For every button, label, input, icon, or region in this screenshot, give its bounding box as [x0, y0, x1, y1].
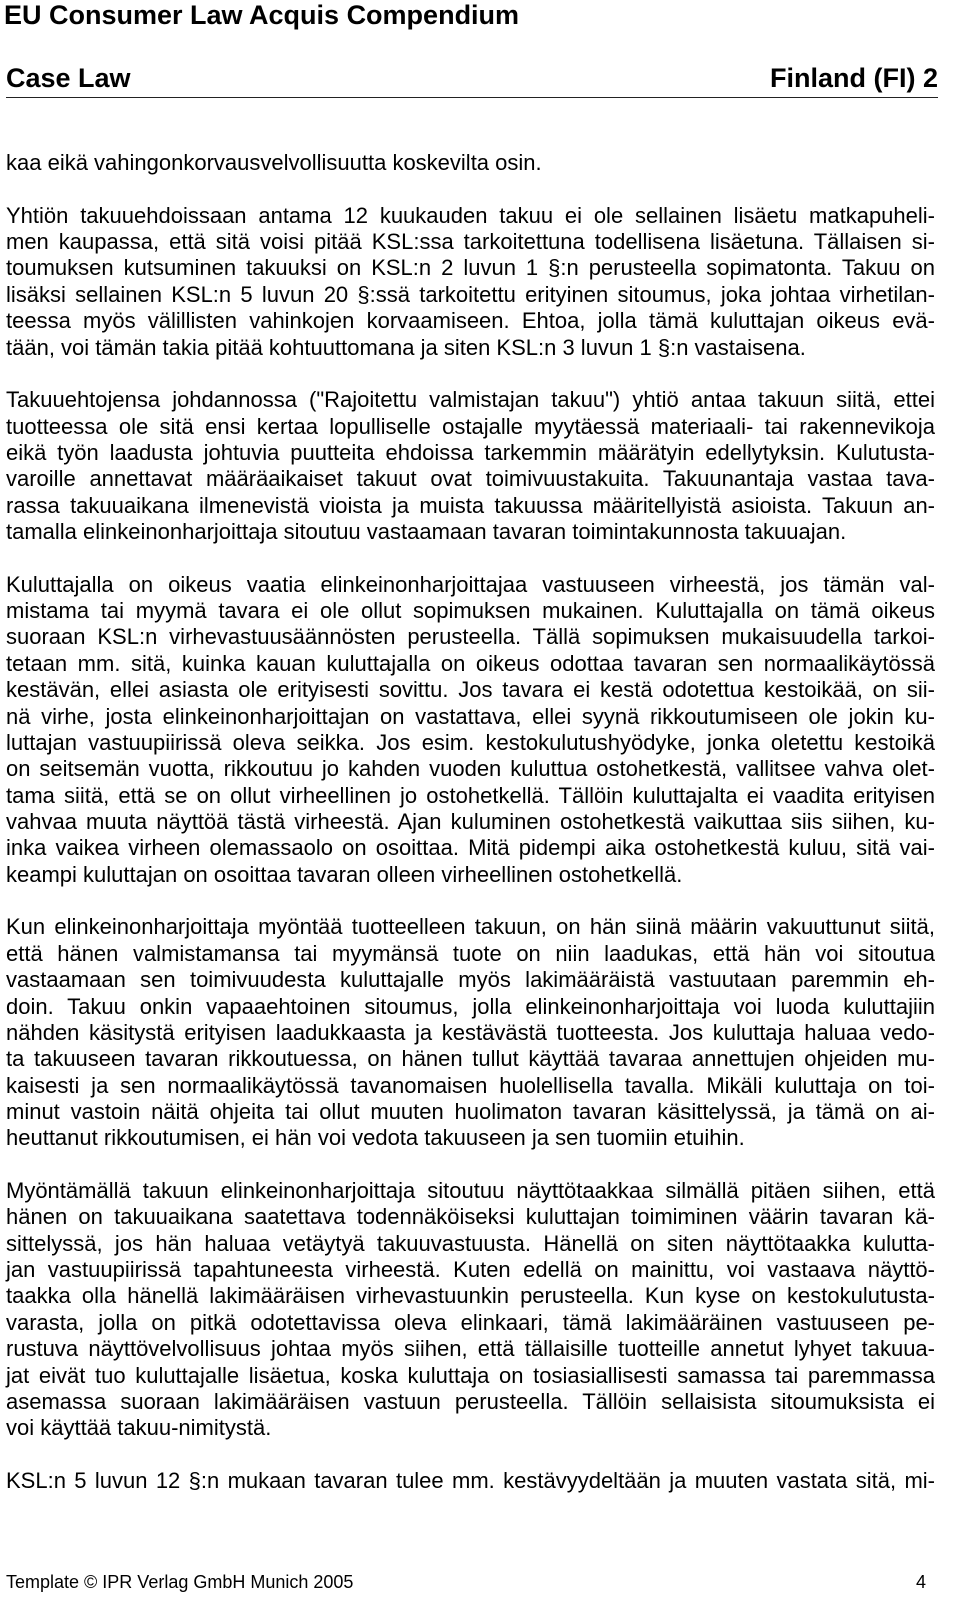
text-line: voi käyttää takuu-nimitystä. [6, 1415, 272, 1441]
running-head [6, 64, 938, 92]
text-line: Kuluttajalla on oikeus vaatia elinkeinonharjoittajaa vastuuseen virheestä, jos tämän val- [6, 571, 935, 597]
text-line: jat eivät tuo kuluttajalle lisäetua, koska kuluttaja on tosiasiallisesti samassa tai paremmassa [6, 1362, 935, 1388]
text-line: doin. Takuu onkin vapaaehtoinen sitoumus, jolla elinkeinonharjoittaja voi luoda kuluttajiin [6, 993, 935, 1019]
text-line: kaa eikä vahingonkorvausvelvollisuutta koskevilta osin. [6, 150, 542, 175]
paragraph [6, 150, 935, 176]
text-line: tamalla elinkeinonharjoittaja sitoutuu vastaamaan tavaran toimintakunnosta takuuajan. [6, 519, 847, 545]
text-line: ta takuuseen tavaran rikkoutuessa, on hänen tullut käyttää tavaraa annettujen ohjeiden mu- [6, 1046, 935, 1072]
text-line: sittelyssä, jos hän haluaa vetäytyä takuuvastuusta. Hänellä on siten näyttötaakka kulutta- [6, 1230, 935, 1256]
text-line: tetaan mm. sitä, kuinka kauan kuluttajalla on oikeus odottaa tavaran sen normaalikäytössä [6, 650, 935, 676]
text-line: hänen on takuuaikana saatettava todennäköiseksi kuluttajan toimiminen väärin tavaran kä- [6, 1204, 935, 1230]
text-line: jan vastuupiirissä tapahtuneesta virheestä. Kuten edellä on mainittu, voi vastaava näyttö- [6, 1257, 935, 1283]
text-line: Myöntämällä takuun elinkeinonharjoittaja sitoutuu näyttötaakkaa silmällä pitäen siihen, että [6, 1178, 935, 1204]
text-line: luttajan vastuupiirissä oleva seikka. Jos esim. kestokulutushyödyke, jonka oletettu kestoikä [6, 729, 935, 755]
text-line: kestävän, ellei asiasta ole erityisesti sovittu. Jos tavara ei kestä odotettua kestoikää, on sii- [6, 677, 935, 703]
paragraph [6, 1468, 935, 1494]
text-line: rassa takuuaikana ilmenevistä vioista ja muista takuussa määritellyistä asioista. Takuun an- [6, 492, 935, 518]
text-line: eikä työn laadusta johtuvia puutteita ehdoissa tarkemmin määrätyin edellytyksin. Kulutusta- [6, 439, 935, 465]
text-line: on seitsemän vuotta, rikkoutuu jo kahden vuoden kuluttua ostohetkestä, vallitsee vahva olet- [6, 756, 935, 782]
document-title: EU Consumer Law Acquis Compendium [4, 0, 520, 30]
text-line: KSL:n 5 luvun 12 §:n mukaan tavaran tulee mm. kestävyydeltään ja muuten vastata sitä, mi- [6, 1467, 935, 1493]
text-line: tuotteessa ole sitä ensi kertaa lopulliselle ostajalle myytäessä materiaali- tai rakennevikoja [6, 413, 935, 439]
text-line: vastaamaan sen toimivuudesta kuluttajalle myös lakimääräistä vastuutaan paremmin eh- [6, 967, 935, 993]
text-line: asemassa suoraan lakimääräisen vastuun perusteella. Tällöin sellaisista sitoumuksista ei [6, 1388, 935, 1414]
text-line: toumuksen kutsuminen takuuksi on KSL:n 2 luvun 1 §:n perusteella sopimatonta. Takuu on [6, 255, 935, 281]
text-line: nä virhe, josta elinkeinonharjoittajan on vastattava, ellei syynä rikkoutumiseen ole jokin ku- [6, 703, 935, 729]
text-line: heuttanut rikkoutumisen, ei hän voi vedota takuuseen ja sen tuomiin etuihin. [6, 1125, 745, 1151]
paragraph [6, 914, 935, 1151]
paragraph [6, 203, 935, 361]
text-line: lisäksi sellainen KSL:n 5 luvun 20 §:ssä tarkoitettu erityinen sitoumus, joka johtaa virhetilan- [6, 281, 935, 307]
text-line: tään, voi tämän takia pitää kohtuuttomana ja siten KSL:n 3 luvun 1 §:n vastaisena. [6, 334, 806, 360]
page-footer [6, 1571, 926, 1593]
text-line: nähden käsitystä erityisen laadukkaasta ja kestävästä tuotteesta. Jos kuluttaja haluaa vedo- [6, 1019, 935, 1045]
paragraph [6, 387, 935, 545]
text-line: että hänen valmistamansa tai myymänsä tuote on niin laadukas, että hän voi sitoutua [6, 940, 935, 966]
text-line: minut vastoin näitä ohjeita tai ollut muuten huolimaton tavaran käsittelyssä, ja tämä on ai- [6, 1098, 935, 1124]
paragraph [6, 572, 935, 888]
header-rule [6, 97, 938, 98]
text-line: kaisesti ja sen normaalikäytössä tavanomaisen huolellisella tavalla. Mikäli kuluttaja on toi- [6, 1072, 935, 1098]
running-head-section: Case Law [6, 63, 131, 93]
page-number: 4 [915, 1572, 926, 1592]
text-line: vahvaa muuta näyttöä tästä virheestä. Ajan kuluminen ostohetkestä vaikuttaa siis siihen, ku- [6, 808, 935, 834]
text-line: taakka olla hänellä lakimääräisen virhevastuunkin perusteella. Kun kyse on kestokulutusta- [6, 1283, 935, 1309]
running-head-country-page: Finland (FI) 2 [770, 63, 938, 93]
paragraph [6, 1178, 935, 1442]
text-line: varasta, jolla on pitkä odotettavissa oleva elinkaari, tämä lakimääräinen vastuuseen pe- [6, 1309, 935, 1335]
text-line: tama siitä, että se on ollut virheellinen jo ostohetkellä. Tällöin kuluttajalta ei vaadita erityisen [6, 782, 935, 808]
text-line: Yhtiön takuuehdoissaan antama 12 kuukauden takuu ei ole sellainen lisäetu matkapuheli- [6, 202, 935, 228]
text-line: inka vaikea virheen olemassaolo on osoittaa. Mitä pidempi aika ostohetkestä kuluu, sitä vai- [6, 835, 935, 861]
footer-copyright: Template © IPR Verlag GmbH Munich 2005 [6, 1572, 354, 1592]
text-line: Takuuehtojensa johdannossa ("Rajoitettu valmistajan takuu") yhtiö antaa takuun siitä, ettei [6, 387, 935, 413]
text-line: men kaupassa, että sitä voisi pitää KSL:ssa tarkoitettuna todellisena lisäetuna. Tällaisen si- [6, 229, 935, 255]
text-line: rustuva näyttövelvollisuus johtaa myös siihen, että tällaisille tuotteille annetut lyhyet takuua- [6, 1336, 935, 1362]
text-line: teessa myös välillisten vahinkojen korvaamiseen. Ehtoa, jolla tämä kuluttajan oikeus evä- [6, 308, 935, 334]
text-line: keampi kuluttajan on osoittaa tavaran olleen virheellinen ostohetkellä. [6, 861, 683, 887]
text-line: mistama tai myymä tavara ei ole ollut sopimuksen mukainen. Kuluttajalla on tämä oikeus [6, 598, 935, 624]
body-text [6, 150, 935, 1521]
text-line: varoille annettavat määräaikaiset takuut ovat toimivuustakuita. Takuunantaja vastaa tava- [6, 466, 935, 492]
text-line: Kun elinkeinonharjoittaja myöntää tuotteelleen takuun, on hän siinä määrin vakuuttunut siitä, [6, 914, 935, 940]
text-line: suoraan KSL:n virhevastuusäännösten perusteella. Tällä sopimuksen mukaisuudella tarkoi- [6, 624, 935, 650]
